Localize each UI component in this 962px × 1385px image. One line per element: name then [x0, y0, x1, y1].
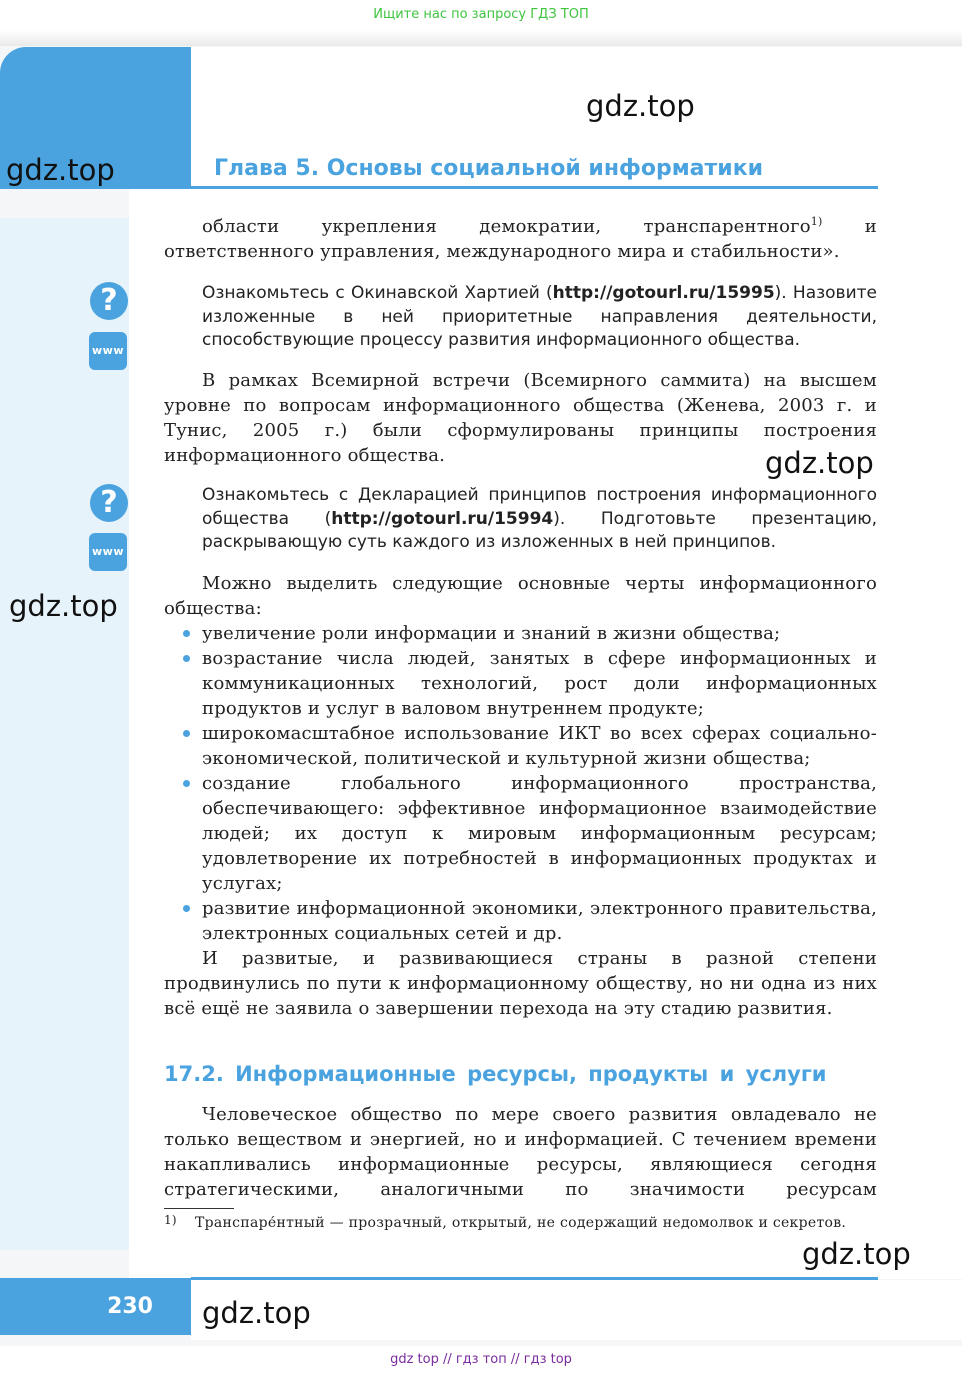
footnote-rule [164, 1208, 234, 1209]
section-title: 17.2. Информационные ресурсы, продукты и услуги [164, 1062, 827, 1086]
watermark: gdz.top [586, 89, 695, 123]
question-icon: ? [90, 282, 128, 320]
bottom-banner: gdz top // гдз топ // гдз top [390, 1352, 572, 1367]
paragraph: И развитые, и развивающиеся страны в разной степени продвинулись по пути к информационному обществу, но ни одна из них всё ещё не заявила о завершении перехода на эту стадию развития. [164, 948, 877, 1019]
paragraph: В рамках Всемирной встречи (Всемирного саммита) на высшем уровне по вопросам информационного общества (Женева, 2003 г. и Тунис, 2005 г.) были сформулированы принципы построения информационного общества. [164, 370, 877, 466]
watermark: gdz.top [765, 446, 874, 480]
watermark: gdz.top [6, 153, 115, 187]
feature-list [164, 621, 877, 946]
task-block: Ознакомьтесь с Окинавской Хартией (http://gotourl.ru/15995). Назовите изложенные в ней приоритетные направления деятельности, способствующие процессу развития информационного общества. [202, 283, 877, 350]
footnote-mark: 1) [164, 1213, 177, 1227]
paragraph: Можно выделить следующие основные черты информационного общества: [164, 573, 877, 619]
footnote [164, 1214, 878, 1233]
task-block: Ознакомьтесь с Декларацией принципов построения информационного общества (http://gotourl.ru/15994). Подготовьте презентацию, раскрывающую суть каждого из изложенных в ней принципов. [202, 485, 878, 552]
list-item: увеличение роли информации и знаний в жизни общества; [164, 621, 877, 646]
task-link[interactable]: http://gotourl.ru/15995 [552, 283, 775, 303]
watermark: gdz.top [802, 1237, 911, 1271]
chapter-title: Глава 5. Основы социальной информатики [214, 156, 764, 181]
www-icon[interactable]: www [89, 332, 127, 370]
list-item: создание глобального информационного пространства, обеспечивающего: эффективное информационное взаимодействие людей; их доступ к мировым информационным ресурсам; удовлетворение их потребностей в информационных продуктах и услугах; [164, 771, 877, 896]
margin-strip [0, 218, 129, 1250]
list-item: возрастание числа людей, занятых в сфере информационных и коммуникационных технологий, рост доли информационных продуктов и услуг в валовом внутреннем продукте; [164, 646, 877, 721]
watermark: gdz.top [9, 589, 118, 623]
list-item: развитие информационной экономики, электронного правительства, электронных социальных сетей и др. [164, 896, 877, 946]
task-link[interactable]: http://gotourl.ru/15994 [331, 508, 554, 529]
paragraph: области укрепления демократии, транспарентного$^{1)}$ и ответственного управления, международного мира и стабильности». [164, 215, 877, 262]
top-banner: Ищите нас по запросу ГДЗ ТОП [373, 7, 589, 22]
list-item: широкомасштабное использование ИКТ во всех сферах социально-экономической, политической и культурной жизни общества; [164, 721, 877, 771]
footnote-text: Транспаре́нтный — прозрачный, открытый, не содержащий недомолвок и секретов. [195, 1215, 847, 1231]
question-icon: ? [90, 484, 128, 522]
www-icon[interactable]: www [89, 533, 127, 571]
watermark: gdz.top [202, 1296, 311, 1330]
page-number: 230 [0, 1278, 191, 1335]
features-section [164, 571, 877, 1021]
paragraph: Человеческое общество по мере своего развития овладевало не только веществом и энергией, но и информацией. С течением времени накапливались информационные ресурсы, являющиеся сегодня стратегическими, аналогичными по значимости ресурсам [164, 1104, 877, 1200]
